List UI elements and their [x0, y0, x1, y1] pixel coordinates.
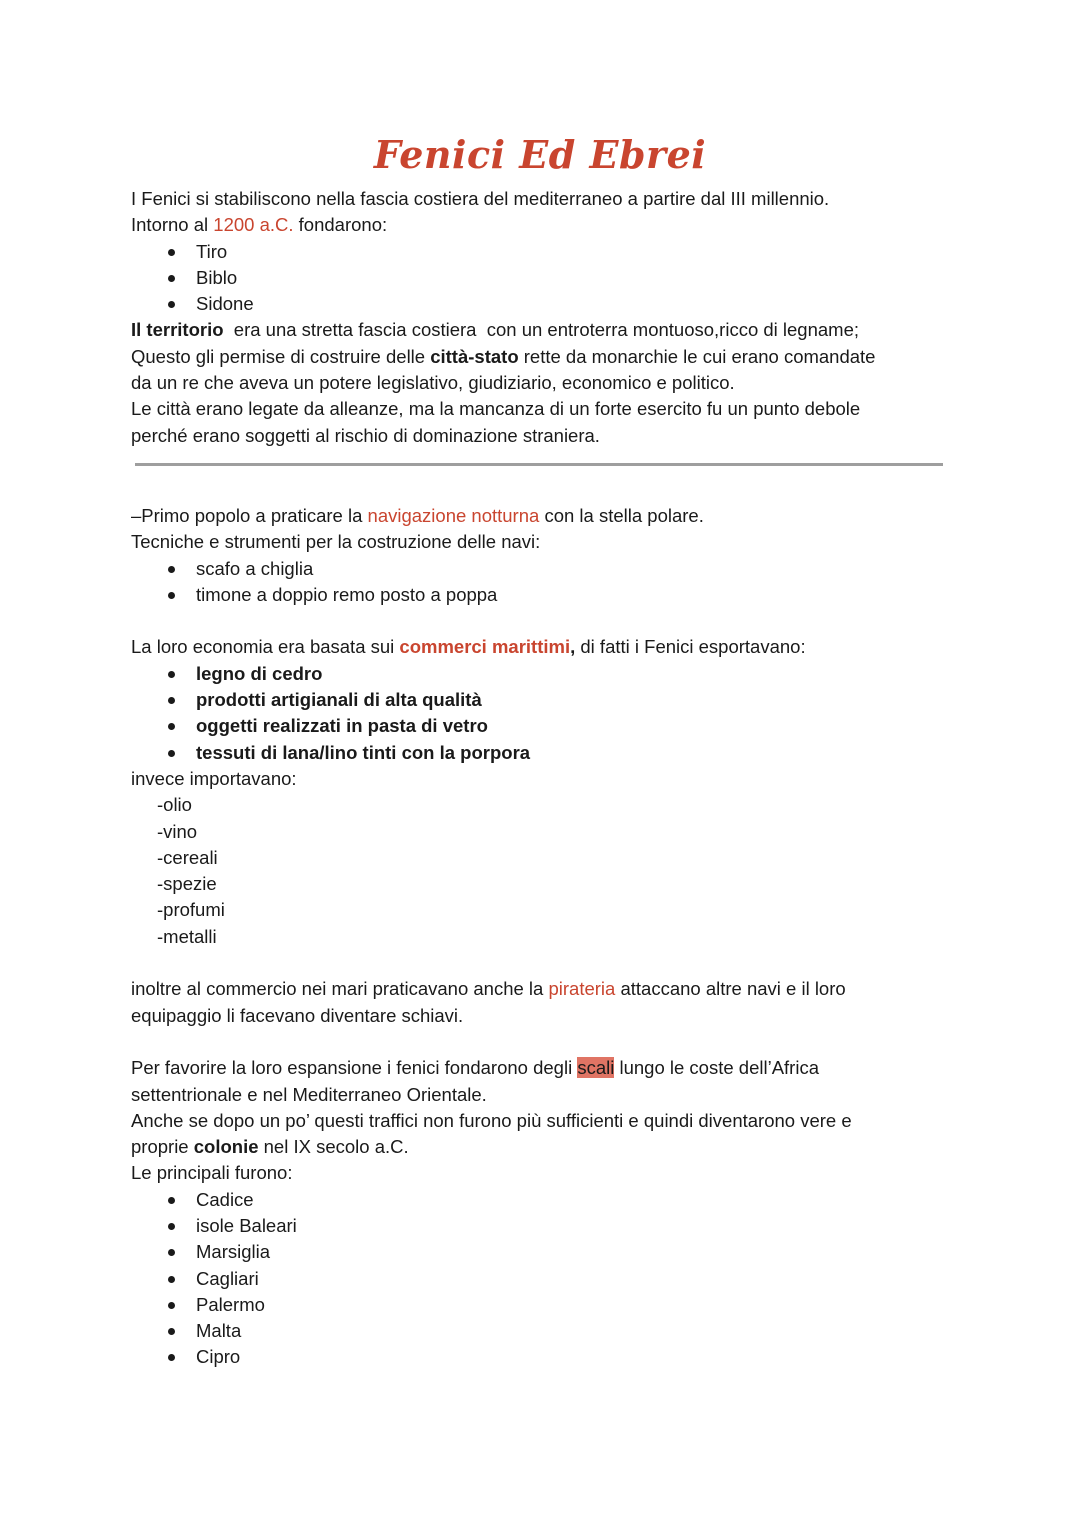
bullet-icon	[168, 697, 175, 704]
accent-term: navigazione notturna	[367, 504, 540, 526]
colonies-line: proprie colonie nel IX secolo a.C.	[131, 1136, 409, 1158]
list-item: -vino	[157, 820, 198, 842]
bullet-icon	[168, 1276, 175, 1283]
bullet-icon	[168, 1249, 175, 1256]
bullet-icon	[168, 275, 175, 282]
list-item: -spezie	[157, 873, 217, 895]
highlighted-term: scali	[577, 1057, 615, 1079]
imports-label: invece importavano:	[131, 767, 297, 789]
colonies-line: Anche se dopo un po’ questi traffici non furono più sufficienti e quindi diventarono vere e	[131, 1109, 852, 1131]
list-item: Malta	[131, 1318, 951, 1344]
list-item: -cereali	[157, 846, 218, 868]
bullet-icon	[168, 592, 175, 599]
territory-line: Questo gli permise di costruire delle città-stato rette da monarchie le cui erano comandate	[131, 345, 876, 367]
territory-line: Le città erano legate da alleanze, ma la mancanza di un forte esercito fu un punto debole	[131, 398, 861, 420]
bullet-icon	[168, 301, 175, 308]
accent-term: pirateria	[548, 978, 616, 1000]
date-highlight: 1200 a.C.	[213, 214, 294, 236]
territory-line: Il territorio era una stretta fascia costiera con un entroterra montuoso,ricco di legname;	[131, 319, 860, 341]
bullet-icon	[168, 1223, 175, 1230]
bullet-icon	[168, 671, 175, 678]
list-item: Cipro	[131, 1344, 951, 1370]
navigation-line: Tecniche e strumenti per la costruzione delle navi:	[131, 531, 541, 553]
territory-line: perché erano soggetti al rischio di dominazione straniera.	[131, 424, 600, 446]
list-item: legno di cedro	[131, 661, 951, 687]
list-item: Cadice	[131, 1187, 951, 1213]
bullet-icon	[168, 1302, 175, 1309]
exports-list	[131, 661, 951, 766]
list-item: scafo a chiglia	[131, 556, 951, 582]
colonies-list	[131, 1187, 951, 1371]
document-body	[131, 186, 951, 1371]
intro-line: I Fenici si stabiliscono nella fascia costiera del mediterraneo a partire dal III millennio.	[131, 188, 830, 209]
colonies-line: Per favorire la loro espansione i fenici fondarono degli scali lungo le coste dell’Africa	[131, 1057, 819, 1079]
bullet-icon	[168, 1354, 175, 1361]
page-title: Fenici Ed Ebrei	[373, 132, 707, 177]
bullet-icon	[168, 249, 175, 256]
list-item: -metalli	[157, 925, 217, 947]
imports-list	[131, 792, 951, 950]
intro-line: Intorno al 1200 a.C. fondarono:	[131, 214, 388, 236]
piracy-line: equipaggio li facevano diventare schiavi.	[131, 1004, 464, 1026]
colonies-line: Le principali furono:	[131, 1162, 293, 1184]
accent-term: commerci marittimi	[399, 636, 571, 658]
bullet-icon	[168, 1197, 175, 1204]
list-item: timone a doppio remo posto a poppa	[131, 582, 951, 608]
list-item: Palermo	[131, 1292, 951, 1318]
bullet-icon	[168, 566, 175, 573]
bullet-icon	[168, 723, 175, 730]
list-item: Sidone	[131, 291, 951, 317]
list-item: Tiro	[131, 239, 951, 265]
list-item: Biblo	[131, 265, 951, 291]
list-item: tessuti di lana/lino tinti con la porpora	[131, 740, 951, 766]
bullet-icon	[168, 750, 175, 757]
list-item: Cagliari	[131, 1266, 951, 1292]
list-item: prodotti artigianali di alta qualità	[131, 687, 951, 713]
list-item: -profumi	[157, 899, 225, 921]
piracy-line: inoltre al commercio nei mari praticavano anche la pirateria attaccano altre navi e il loro	[131, 978, 846, 1000]
colonies-line: settentrionale e nel Mediterraneo Orientale.	[131, 1083, 487, 1105]
navigation-line: –Primo popolo a praticare la navigazione notturna con la stella polare.	[131, 504, 704, 526]
list-item: Marsiglia	[131, 1239, 951, 1265]
list-item: isole Baleari	[131, 1213, 951, 1239]
list-item: oggetti realizzati in pasta di vetro	[131, 713, 951, 739]
ship-techniques-list	[131, 556, 951, 609]
economy-line: La loro economia era basata sui commerci marittimi, di fatti i Fenici esportavano:	[131, 636, 806, 658]
bullet-icon	[168, 1328, 175, 1335]
cities-list	[131, 239, 951, 318]
list-item: -olio	[157, 794, 192, 816]
territory-line: da un re che aveva un potere legislativo, giudiziario, economico e politico.	[131, 372, 735, 394]
